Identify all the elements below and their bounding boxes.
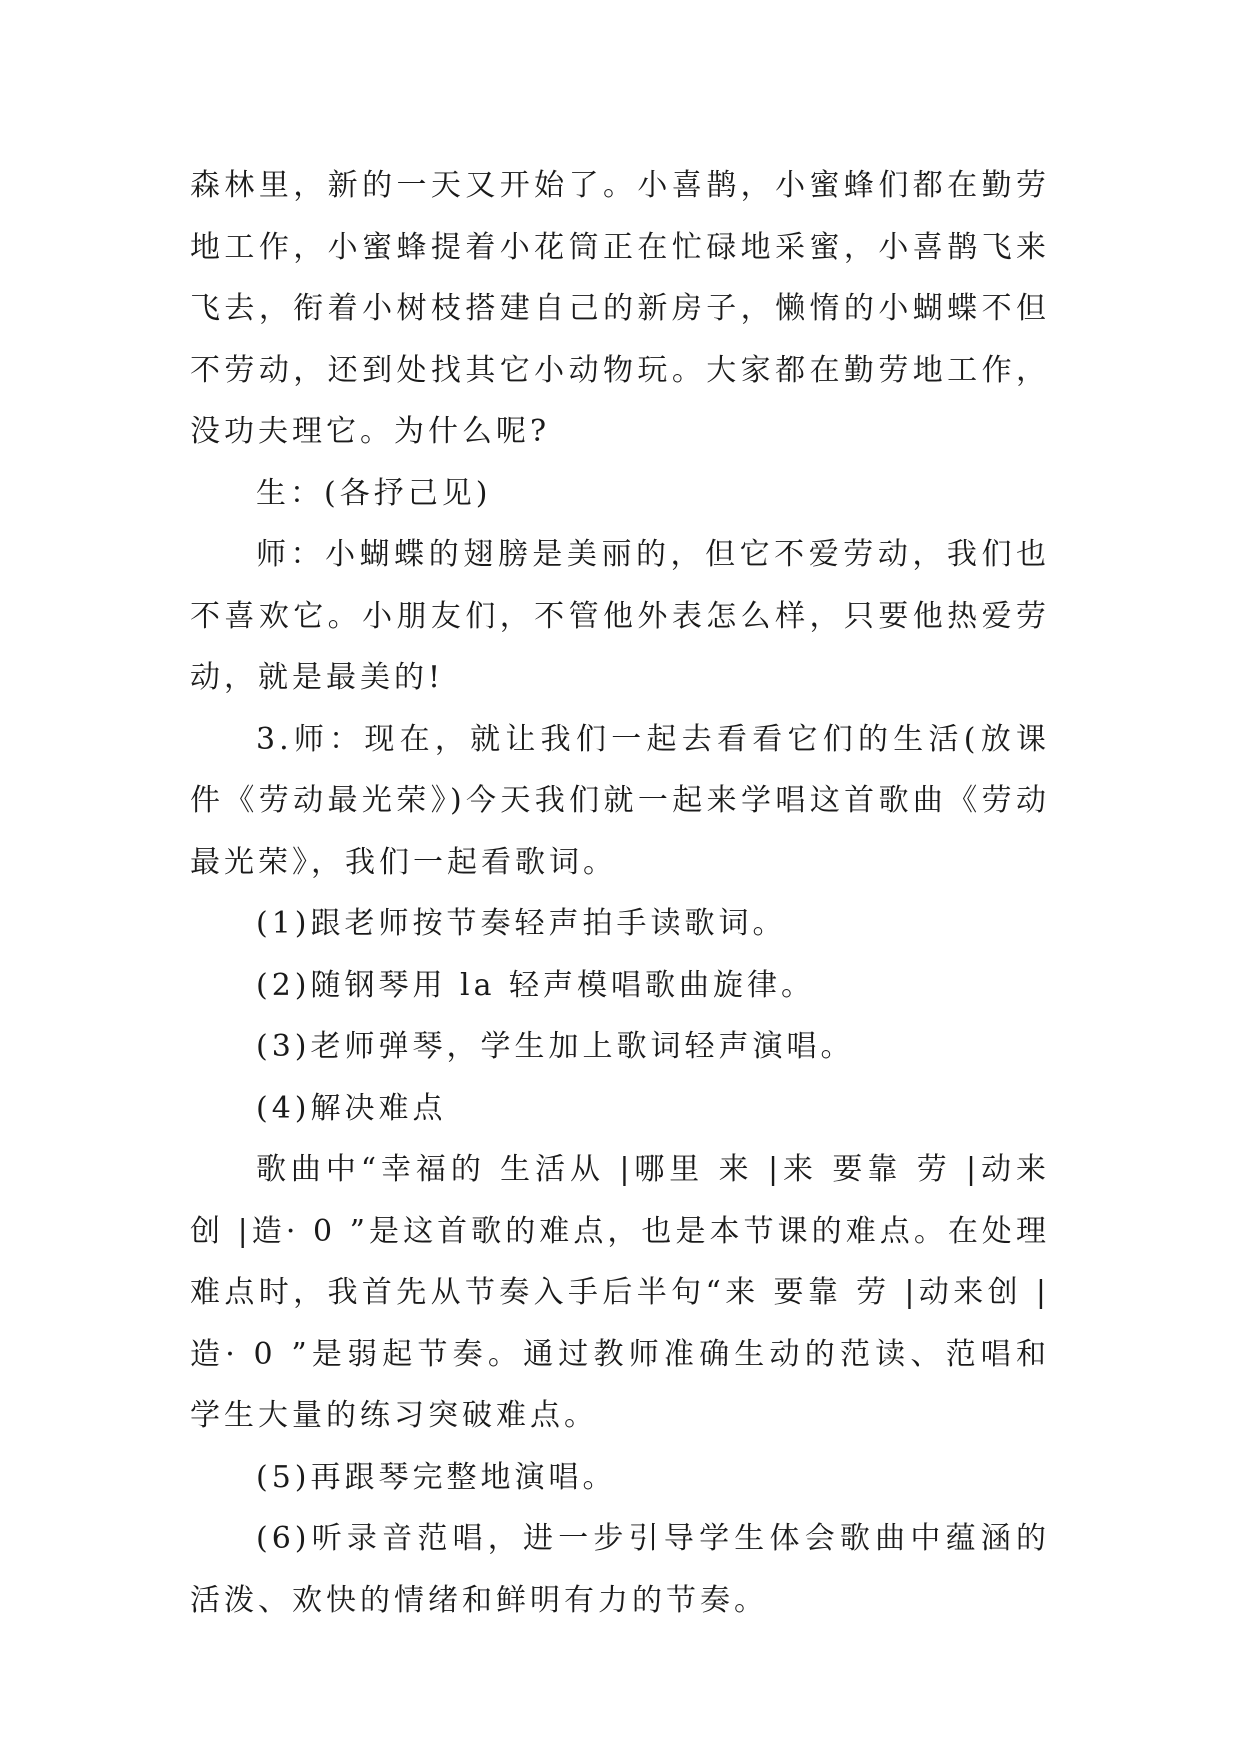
paragraph-step-3: 3.师：现在，就让我们一起去看看它们的生活(放课件《劳动最光荣》)今天我们就一起来学唱这首歌曲《劳动最光荣》，我们一起看歌词。: [190, 721, 1050, 880]
paragraph-substep-6: (6)听录音范唱，进一步引导学生体会歌曲中蕴涵的活泼、欢快的情绪和鲜明有力的节奏。: [190, 1521, 1050, 1618]
paragraph-difficulty: 歌曲中“幸福的 生活从 |哪里 来 |来 要靠 劳 |动来创 |造· 0 ”是这首歌的难点，也是本节课的难点。在处理难点时，我首先从节奏入手后半句“来 要靠 劳 |动来创 |造· 0 ”是弱起节奏。通过教师准确生动的范读、范唱和学生大量的练习突破难点。: [190, 1152, 1050, 1433]
paragraph-student-response: 生：(各抒己见): [256, 475, 492, 511]
paragraph-substep-5: (5)再跟琴完整地演唱。: [256, 1459, 617, 1495]
paragraph-substep-1: (1)跟老师按节奏轻声拍手读歌词。: [256, 906, 787, 941]
paragraph-teacher-remark: 师：小蝴蝶的翅膀是美丽的，但它不爱劳动，我们也不喜欢它。小朋友们，不管他外表怎么样，只要他热爱劳动，就是最美的!: [190, 537, 1050, 695]
paragraph-substep-2: (2)随钢琴用 la 轻声模唱歌曲旋律。: [256, 967, 816, 1003]
paragraph-substep-4: (4)解决难点: [256, 1090, 447, 1126]
paragraph-substep-3: (3)老师弹琴，学生加上歌词轻声演唱。: [256, 1029, 855, 1064]
document-body: [190, 155, 1050, 1631]
paragraph-story: 森林里，新的一天又开始了。小喜鹊，小蜜蜂们都在勤劳地工作，小蜜蜂提着小花筒正在忙碌地采蜜，小喜鹊飞来飞去，衔着小树枝搭建自己的新房子，懒惰的小蝴蝶不但不劳动，还到处找其它小动物玩。大家都在勤劳地工作，没功夫理它。为什么呢?: [190, 168, 1050, 449]
